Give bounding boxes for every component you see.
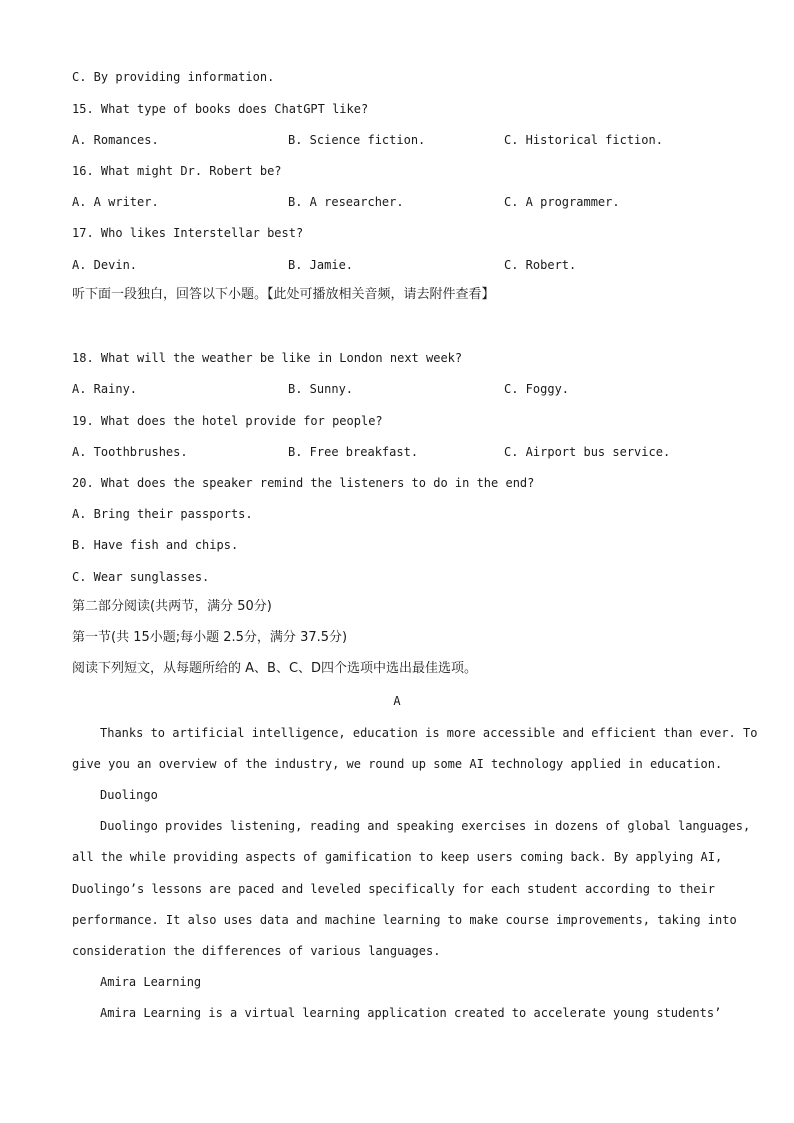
q18-question: 18. What will the weather be like in London next week? (72, 351, 463, 365)
passage-p2-line5: consideration the differences of various languages. (72, 944, 441, 958)
q20-option-c: C. Wear sunglasses. (72, 570, 210, 584)
passage-label: A (393, 694, 401, 708)
passage-p2-line3: Duolingo’s lessons are paced and leveled specifically for each student according to their (72, 882, 715, 896)
passage-p3-line1: Amira Learning is a virtual learning application created to accelerate young students’ (100, 1006, 722, 1020)
monologue-instruction: 听下面一段独白，回答以下小题。【此处可播放相关音频，请去附件查看】 (72, 287, 495, 302)
q19-option-b: B. Free breakfast. (288, 445, 419, 459)
passage-p2-line1: Duolingo provides listening, reading and speaking exercises in dozens of global languages, (100, 819, 751, 833)
q19-option-c: C. Airport bus service. (504, 445, 671, 459)
q16-option-b: B. A researcher. (288, 195, 404, 209)
q14-option-c: C. By providing information. (72, 70, 275, 84)
q18-option-a: A. Rainy. (72, 382, 138, 396)
passage-heading-amira: Amira Learning (100, 975, 202, 989)
q20-option-a: A. Bring their passports. (72, 507, 253, 521)
q15-option-b: B. Science fiction. (288, 133, 426, 147)
q18-option-c: C. Foggy. (504, 382, 570, 396)
passage-p1-line2: give you an overview of the industry, we round up some AI technology applied in education. (72, 757, 723, 771)
q18-option-b: B. Sunny. (288, 382, 354, 396)
q17-option-b: B. Jamie. (288, 258, 354, 272)
reading-instruction: 阅读下列短文，从每题所给的 A、B、C、D四个选项中选出最佳选项。 (72, 661, 478, 676)
q15-option-a: A. Romances. (72, 133, 159, 147)
q16-option-c: C. A programmer. (504, 195, 620, 209)
passage-p2-line2: all the while providing aspects of gamification to keep users coming back. By applying AI, (72, 850, 723, 864)
q19-question: 19. What does the hotel provide for people? (72, 414, 383, 428)
q17-question: 17. Who likes Interstellar best? (72, 226, 304, 240)
q19-option-a: A. Toothbrushes. (72, 445, 188, 459)
section1-title: 第一节(共 15小题;每小题 2.5分，满分 37.5分) (72, 630, 348, 645)
q20-question: 20. What does the speaker remind the listeners to do in the end? (72, 476, 535, 490)
part2-title: 第二部分阅读(共两节，满分 50分) (72, 599, 272, 614)
q15-option-c: C. Historical fiction. (504, 133, 663, 147)
q16-option-a: A. A writer. (72, 195, 159, 209)
passage-heading-duolingo: Duolingo (100, 788, 158, 802)
q17-option-c: C. Robert. (504, 258, 577, 272)
q16-question: 16. What might Dr. Robert be? (72, 164, 282, 178)
q15-question: 15. What type of books does ChatGPT like? (72, 102, 369, 116)
q20-option-b: B. Have fish and chips. (72, 538, 239, 552)
passage-p2-line4: performance. It also uses data and machine learning to make course improvements, taking into (72, 913, 737, 927)
passage-p1-line1: Thanks to artificial intelligence, education is more accessible and efficient than ever. To (100, 726, 758, 740)
q17-option-a: A. Devin. (72, 258, 138, 272)
